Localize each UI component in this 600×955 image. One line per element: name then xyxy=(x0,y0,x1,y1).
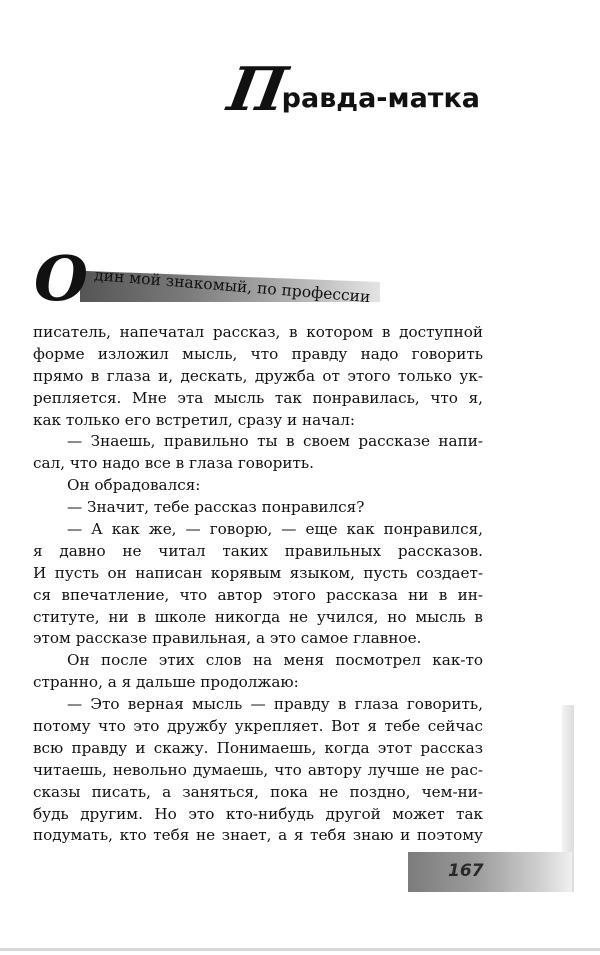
text-line: — Значит, тебе рассказ понравился? xyxy=(67,498,365,517)
page-number-box xyxy=(408,852,572,892)
first-line-text: дин мой знакомый, по профессии xyxy=(93,266,372,307)
text-line: — Это верная мысль — правду в глаза говорить, xyxy=(67,695,483,714)
chapter-title-initial: П xyxy=(222,55,292,125)
drop-cap: О xyxy=(34,242,89,315)
text-line: — А как же, — говорю, — еще как понравился, xyxy=(67,520,483,539)
text-line: ся впечатление, что автор этого рассказа ни в ин- xyxy=(33,585,483,604)
text-line: этом рассказе правильная, а это самое главное. xyxy=(33,629,422,648)
body-text xyxy=(33,322,483,847)
text-line: странно, а я дальше продолжаю: xyxy=(33,673,299,692)
text-line: писатель, напечатал рассказ, в котором в доступной xyxy=(33,323,483,341)
text-line: читаешь, невольно думаешь, что автору лучше не рас- xyxy=(33,760,483,779)
text-line: Он обрадовался: xyxy=(67,476,201,495)
text-line: подумать, кто тебя не знает, а я тебя знаю и поэтому xyxy=(33,826,483,845)
page-number: 167 xyxy=(448,861,484,881)
text-line: сал, что надо все в глаза говорить. xyxy=(33,454,314,473)
text-line: как только его встретил, сразу и начал: xyxy=(33,410,356,429)
text-line: И пусть он написан корявым языком, пусть создает- xyxy=(33,563,483,582)
text-line: прямо в глаза и, дескать, дружба от этого только ук- xyxy=(33,366,483,385)
text-line: — Знаешь, правильно ты в своем рассказе напи- xyxy=(67,432,483,451)
text-line: репляется. Мне эта мысль так понравилась, что я, xyxy=(33,388,483,407)
text-line: форме изложил мысль, что правду надо говорить xyxy=(33,344,483,363)
text-line: потому что это дружбу укрепляет. Вот я тебе сейчас xyxy=(33,717,483,736)
text-line: Он после этих слов на меня посмотрел как-то xyxy=(67,651,483,670)
bottom-rule xyxy=(0,948,600,951)
text-line: всю правду и скажу. Понимаешь, когда этот рассказ xyxy=(33,738,483,757)
chapter-title-text: равда-матка xyxy=(281,83,480,114)
chapter-title xyxy=(222,55,480,125)
text-line: я давно не читал таких правильных рассказов. xyxy=(33,541,483,560)
text-line: ституте, ни в школе никогда не учился, но мысль в xyxy=(33,607,483,626)
text-line: будь другим. Но это кто-нибудь другой может так xyxy=(33,804,483,823)
text-line: сказы писать, а заняться, пока не поздно, чем-ни- xyxy=(33,782,483,801)
